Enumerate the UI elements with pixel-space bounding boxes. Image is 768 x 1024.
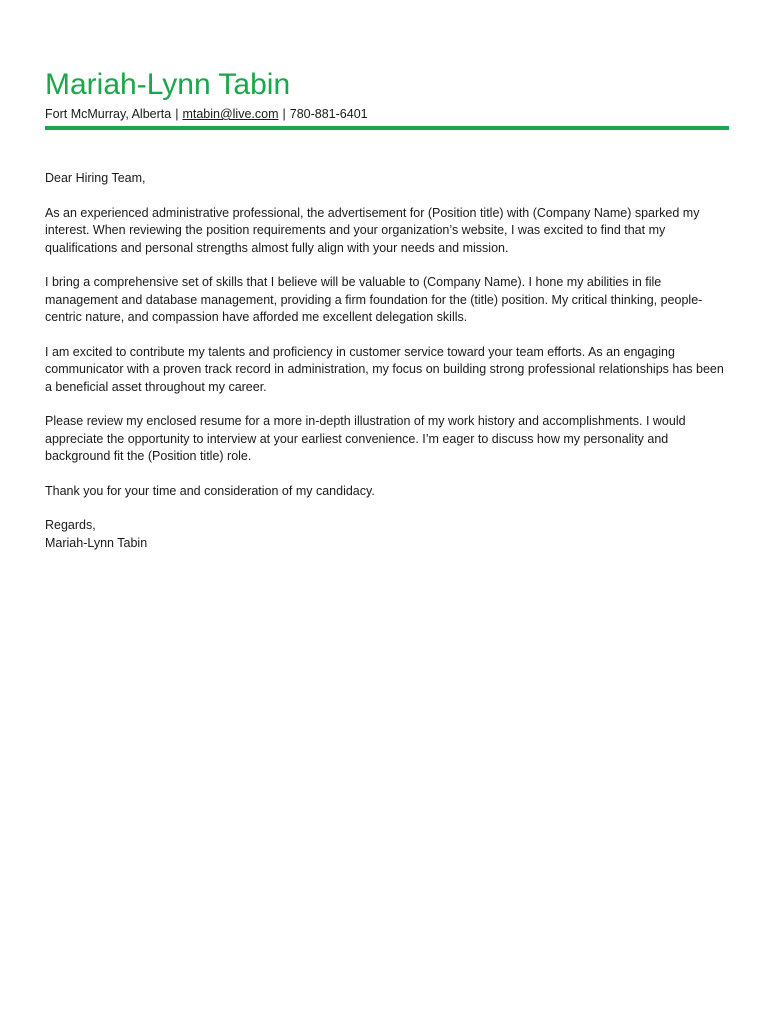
contact-separator: | — [175, 107, 179, 121]
contact-separator: | — [282, 107, 286, 121]
closing: Regards, — [45, 518, 96, 532]
body-paragraph: I am excited to contribute my talents and proficiency in customer service toward your team efforts. As an engaging communicator with a proven track record in administration, my focus on building strong professional relationships has been a beneficial asset throughout my career. — [45, 344, 724, 394]
sender-email-link[interactable]: mtabin@live.com — [182, 107, 279, 121]
body-paragraph: Thank you for your time and consideration of my candidacy. — [45, 483, 375, 498]
header-divider — [45, 126, 729, 130]
sender-location: Fort McMurray, Alberta — [45, 107, 172, 121]
letter-body — [45, 170, 725, 569]
sender-name: Mariah-Lynn Tabin — [45, 68, 291, 101]
contact-line — [45, 105, 729, 123]
closing-block — [45, 517, 725, 552]
signature: Mariah-Lynn Tabin — [45, 535, 148, 550]
body-paragraph: As an experienced administrative professional, the advertisement for (Position title) with (Company Name) sparked my interest. When reviewing the position requirements and your organization’s website, I was excited to find that my qualifications and personal strengths almost fully align with your needs and mission. — [45, 205, 700, 255]
sender-phone: 780-881-6401 — [289, 107, 368, 121]
body-paragraph: I bring a comprehensive set of skills that I believe will be valuable to (Company Name). I hone my abilities in file management and database management, providing a firm foundation for the (title) position. My critical thinking, people-centric nature, and compassion have afforded me excellent delegation skills. — [45, 275, 703, 324]
letterhead — [45, 66, 729, 123]
salutation: Dear Hiring Team, — [45, 171, 146, 185]
body-paragraph: Please review my enclosed resume for a more in-depth illustration of my work history and accomplishments. I would appreciate the opportunity to interview at your earliest convenience. I’m eager to discuss how my personality and background fit the (Position title) role. — [45, 414, 686, 463]
